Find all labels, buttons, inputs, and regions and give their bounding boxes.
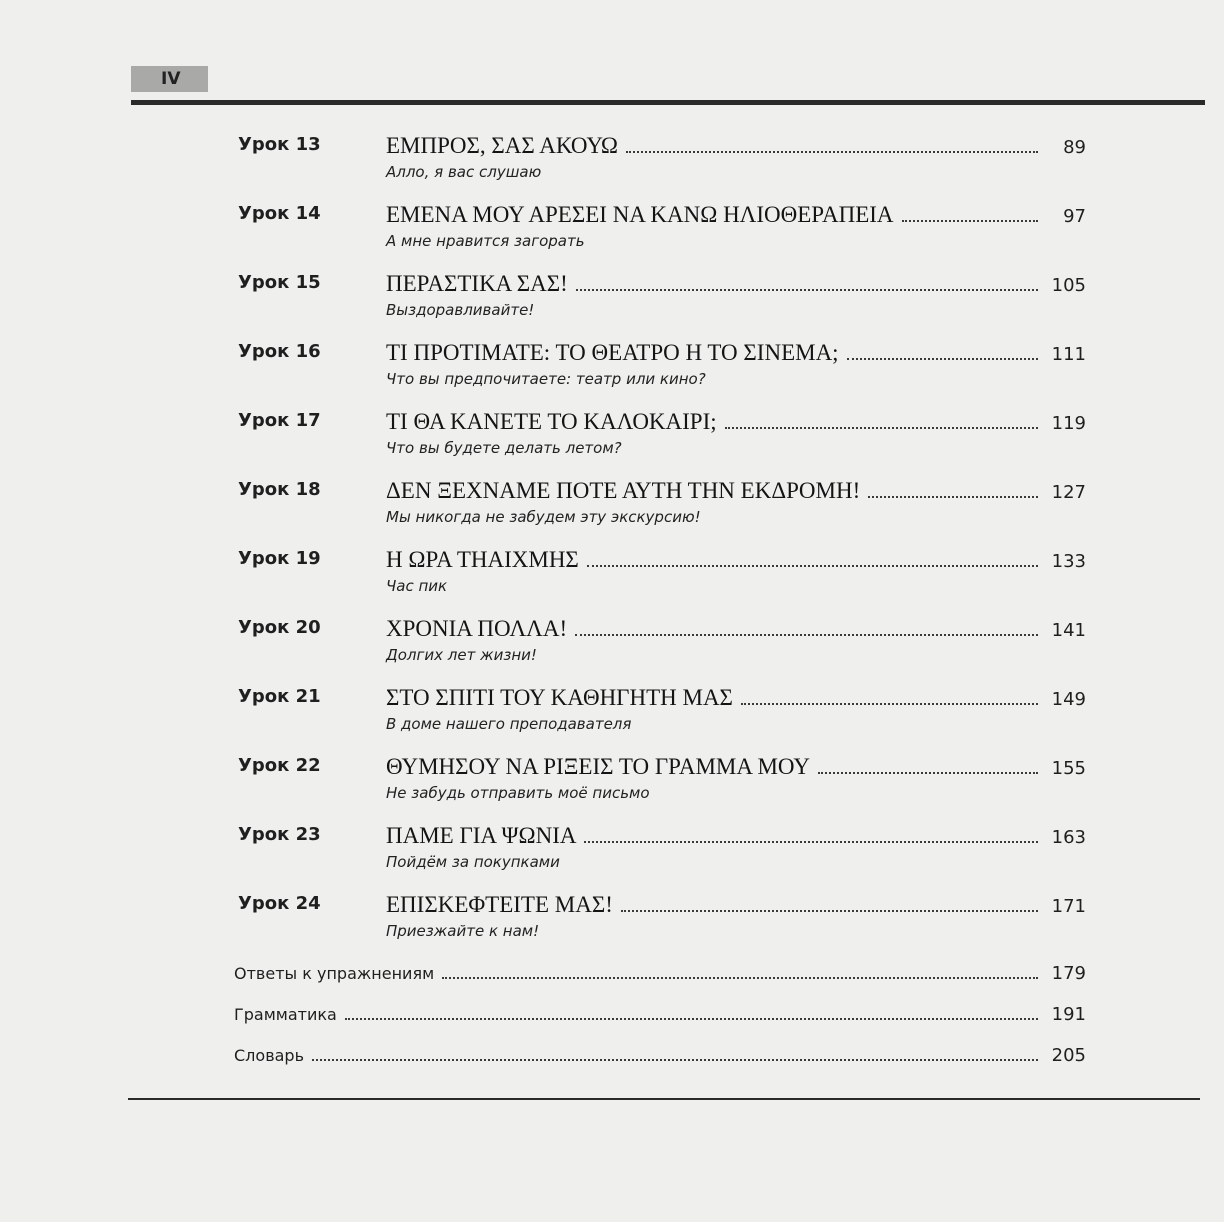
lesson-title: ΘΥΜΗΣΟΥ ΝΑ ΡΙΞΕΙΣ ΤΟ ΓΡΑΜΜΑ ΜΟΥ bbox=[386, 754, 810, 779]
lesson-subtitle: Пойдём за покупками bbox=[386, 853, 560, 871]
lesson-title: ΕΠΙΣΚΕΦΤΕΙΤΕ ΜΑΣ! bbox=[386, 892, 613, 917]
toc-entry-lesson-18[interactable] bbox=[0, 478, 1224, 538]
page-number: 133 bbox=[1051, 551, 1086, 572]
lesson-title: ΠΕΡΑΣΤΙΚΑ ΣΑΣ! bbox=[386, 271, 568, 296]
lesson-subtitle: Приезжайте к нам! bbox=[386, 922, 540, 940]
lesson-subtitle: Выздоравливайте! bbox=[386, 301, 535, 319]
toc-entry-grammar[interactable] bbox=[234, 1003, 1086, 1027]
toc-entry-lesson-20[interactable] bbox=[0, 616, 1224, 676]
toc-entry-lesson-13[interactable] bbox=[0, 133, 1224, 193]
lesson-number: Урок 20 bbox=[238, 617, 321, 638]
page-number-badge: IV bbox=[131, 66, 208, 92]
toc-entry-lesson-21[interactable] bbox=[0, 685, 1224, 745]
lesson-number: Урок 21 bbox=[238, 686, 321, 707]
dot-leader bbox=[725, 411, 1038, 429]
dot-leader bbox=[621, 894, 1038, 912]
toc-entry-lesson-23[interactable] bbox=[0, 823, 1224, 883]
dot-leader bbox=[312, 1045, 1038, 1061]
lesson-subtitle: Что вы предпочитаете: театр или кино? bbox=[386, 370, 706, 388]
dot-leader bbox=[442, 963, 1038, 979]
page-number: 179 bbox=[1051, 963, 1086, 984]
lesson-title: ΕΜΕΝΑ ΜΟΥ ΑΡΕΣΕΙ ΝΑ ΚΑΝΩ ΗΛΙΟΘΕΡΑΠΕΙΑ bbox=[386, 202, 894, 227]
toc-entry-lesson-15[interactable] bbox=[0, 271, 1224, 331]
toc-entry-lesson-22[interactable] bbox=[0, 754, 1224, 814]
dot-leader bbox=[584, 825, 1038, 843]
lesson-subtitle: Долгих лет жизни! bbox=[386, 646, 537, 664]
dot-leader bbox=[626, 135, 1038, 153]
entry-label: Ответы к упражнениям bbox=[234, 964, 435, 983]
lesson-number: Урок 23 bbox=[238, 824, 321, 845]
lesson-subtitle: Час пик bbox=[386, 577, 448, 595]
page-number: 191 bbox=[1051, 1004, 1086, 1025]
lesson-number: Урок 19 bbox=[238, 548, 321, 569]
lesson-number: Урок 22 bbox=[238, 755, 321, 776]
page-number: 141 bbox=[1051, 620, 1086, 641]
dot-leader bbox=[576, 273, 1038, 291]
page-number: 127 bbox=[1051, 482, 1086, 503]
lesson-number: Урок 16 bbox=[238, 341, 321, 362]
page-number: 105 bbox=[1051, 275, 1086, 296]
lesson-title: ΠΑΜΕ ΓΙΑ ΨΩΝΙΑ bbox=[386, 823, 577, 848]
page-number: 97 bbox=[1063, 206, 1086, 227]
page-number: 89 bbox=[1063, 137, 1086, 158]
toc-entry-lesson-24[interactable] bbox=[0, 892, 1224, 952]
dot-leader bbox=[902, 204, 1038, 222]
entry-label: Грамматика bbox=[234, 1005, 337, 1024]
dot-leader bbox=[868, 480, 1038, 498]
page-number: 205 bbox=[1051, 1045, 1086, 1066]
lesson-subtitle: Алло, я вас слушаю bbox=[386, 163, 542, 181]
dot-leader bbox=[741, 687, 1038, 705]
lesson-number: Урок 13 bbox=[238, 134, 321, 155]
entry-label: Словарь bbox=[234, 1046, 305, 1065]
dot-leader bbox=[587, 549, 1038, 567]
toc-entry-dictionary[interactable] bbox=[234, 1044, 1086, 1068]
lesson-subtitle: Мы никогда не забудем эту экскурсию! bbox=[386, 508, 701, 526]
lesson-number: Урок 14 bbox=[238, 203, 321, 224]
page-number: 149 bbox=[1051, 689, 1086, 710]
lesson-title: ΔΕΝ ΞΕΧΝΑΜΕ ΠΟΤΕ ΑΥΤΗ ΤΗΝ ΕΚΔΡΟΜΗ! bbox=[386, 478, 861, 503]
page-number: 119 bbox=[1051, 413, 1086, 434]
lesson-title: ΣΤΟ ΣΠΙΤΙ ΤΟΥ ΚΑΘΗΓΗΤΗ ΜΑΣ bbox=[386, 685, 733, 710]
lesson-number: Урок 17 bbox=[238, 410, 321, 431]
toc-entry-answers[interactable] bbox=[234, 962, 1086, 986]
lesson-title: ΤΙ ΘΑ ΚΑΝΕΤΕ ΤΟ ΚΑΛΟΚΑΙΡΙ; bbox=[386, 409, 717, 434]
dot-leader bbox=[575, 618, 1038, 636]
lesson-number: Урок 24 bbox=[238, 893, 321, 914]
lesson-subtitle: В доме нашего преподавателя bbox=[386, 715, 632, 733]
lesson-subtitle: Что вы будете делать летом? bbox=[386, 439, 622, 457]
toc-entry-lesson-17[interactable] bbox=[0, 409, 1224, 469]
top-rule bbox=[131, 100, 1205, 105]
lesson-title: ΧΡΟΝΙΑ ΠΟΛΛΑ! bbox=[386, 616, 568, 641]
page-number: 111 bbox=[1051, 344, 1086, 365]
page-number: 163 bbox=[1051, 827, 1086, 848]
lesson-title: ΕΜΠΡΟΣ, ΣΑΣ ΑΚΟΥΩ bbox=[386, 133, 619, 158]
lesson-subtitle: А мне нравится загорать bbox=[386, 232, 585, 250]
dot-leader bbox=[818, 756, 1038, 774]
page-number: 171 bbox=[1051, 896, 1086, 917]
lesson-subtitle: Не забудь отправить моё письмо bbox=[386, 784, 650, 802]
lesson-title: Η ΩΡΑ ΤΗΑΙΧΜΗΣ bbox=[386, 547, 579, 572]
bottom-rule bbox=[128, 1098, 1200, 1100]
lesson-title: ΤΙ ΠΡΟΤΙΜΑΤΕ: ΤΟ ΘΕΑΤΡΟ Η ΤΟ ΣΙΝΕΜΑ; bbox=[386, 340, 839, 365]
toc-entry-lesson-19[interactable] bbox=[0, 547, 1224, 607]
lesson-number: Урок 18 bbox=[238, 479, 321, 500]
toc-entry-lesson-14[interactable] bbox=[0, 202, 1224, 262]
lesson-number: Урок 15 bbox=[238, 272, 321, 293]
dot-leader bbox=[847, 342, 1038, 360]
page-number: 155 bbox=[1051, 758, 1086, 779]
dot-leader bbox=[345, 1004, 1038, 1020]
toc-entry-lesson-16[interactable] bbox=[0, 340, 1224, 400]
